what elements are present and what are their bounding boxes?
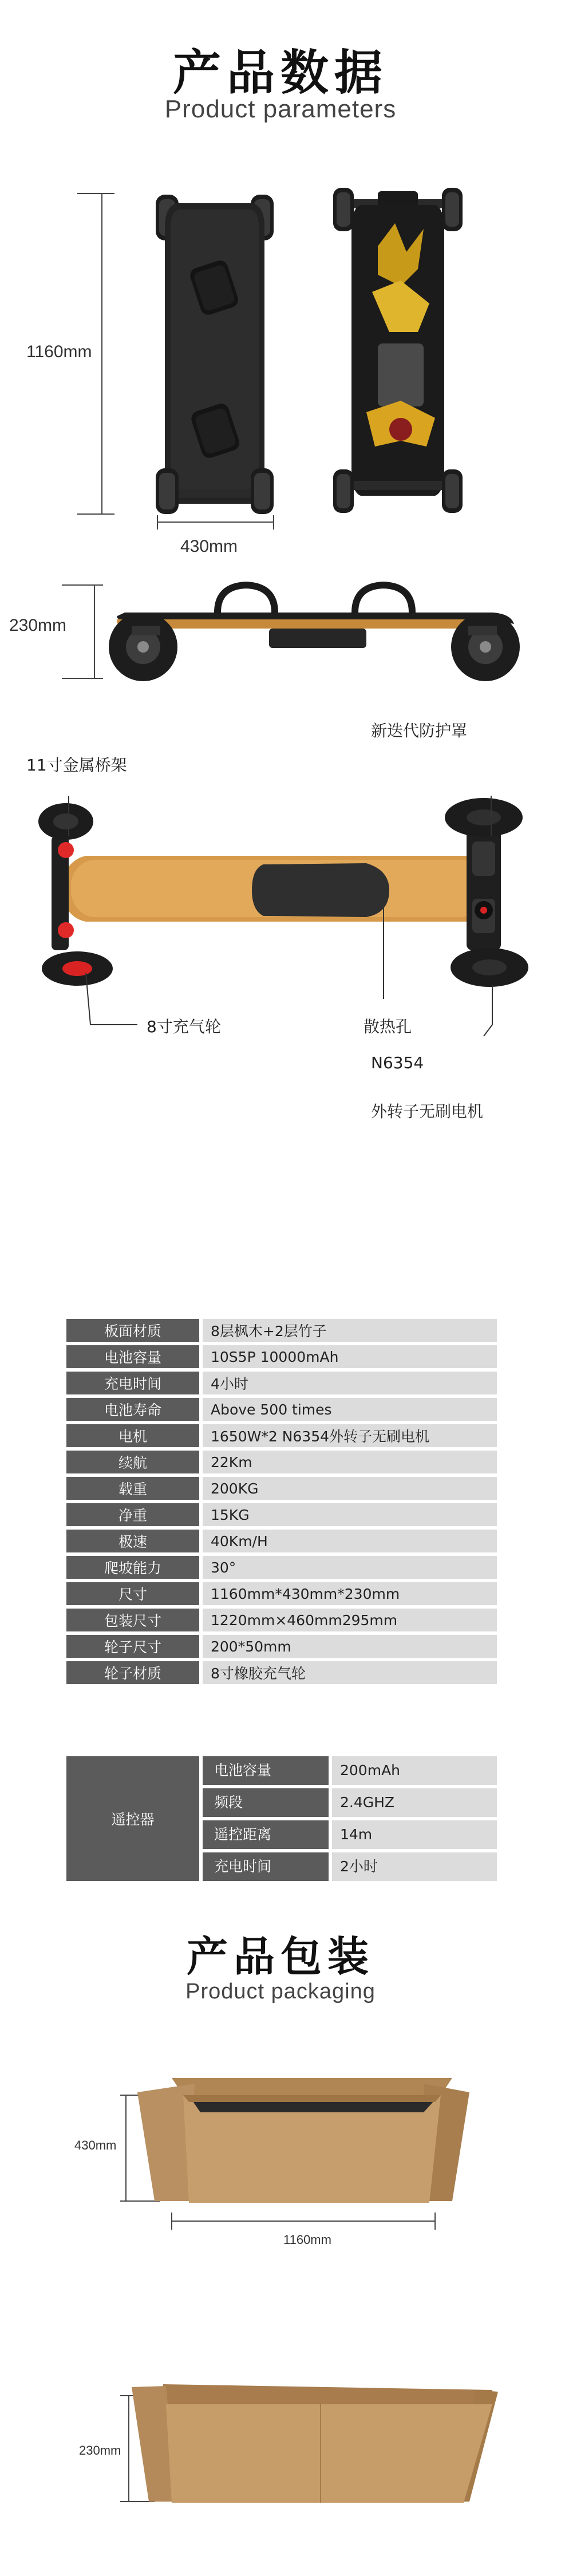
spec-table — [66, 1315, 497, 1688]
spec-value: 200*50mm — [203, 1635, 497, 1658]
spec-row — [66, 1424, 497, 1447]
spec-label: 续航 — [66, 1451, 199, 1473]
spec-value: 15KG — [203, 1503, 497, 1526]
remote-row — [203, 1852, 497, 1881]
board-side-view — [0, 572, 561, 687]
spec-row — [66, 1451, 497, 1473]
spec-label: 极速 — [66, 1530, 199, 1552]
dim-width-label: 430mm — [180, 537, 238, 556]
spec-row — [66, 1319, 497, 1342]
remote-row — [203, 1820, 497, 1849]
spec-row — [66, 1503, 497, 1526]
spec-row — [66, 1372, 497, 1394]
spec-row — [66, 1635, 497, 1658]
spec-row — [66, 1477, 497, 1500]
callout-motor-model: N6354 — [371, 1053, 424, 1072]
spec-label: 轮子尺寸 — [66, 1635, 199, 1658]
spec-row — [66, 1582, 497, 1605]
packaging-box-side-photo — [0, 2364, 561, 2559]
spec-label: 电机 — [66, 1424, 199, 1447]
spec-label: 尺寸 — [66, 1582, 199, 1605]
spec-value: 4小时 — [203, 1372, 497, 1394]
spec-label: 包装尺寸 — [66, 1609, 199, 1631]
callout-heat: 散热孔 — [364, 1017, 412, 1036]
spec-row — [66, 1609, 497, 1631]
params-subtitle: Product parameters — [164, 95, 397, 123]
remote-spec-block — [66, 1756, 497, 1881]
remote-row-value: 2小时 — [332, 1852, 497, 1881]
spec-label: 电池容量 — [66, 1345, 199, 1368]
spec-value: 1650W*2 N6354外转子无刷电机 — [203, 1424, 497, 1447]
remote-row — [203, 1788, 497, 1817]
dim-height-label: 230mm — [9, 616, 67, 635]
spec-label: 板面材质 — [66, 1319, 199, 1342]
board-annotated-bottom-view — [0, 796, 561, 1048]
remote-row-value: 2.4GHZ — [332, 1788, 497, 1817]
spec-value: 30° — [203, 1556, 497, 1579]
spec-label: 载重 — [66, 1477, 199, 1500]
remote-row-key: 充电时间 — [203, 1852, 329, 1881]
spec-row — [66, 1661, 497, 1684]
spec-row — [66, 1530, 497, 1552]
callout-bridge: 11寸金属桥架 — [26, 756, 127, 775]
board-bottom-grip-photo — [156, 195, 274, 514]
spec-label: 净重 — [66, 1503, 199, 1526]
dim-length-label: 1160mm — [26, 342, 92, 361]
spec-value: 8寸橡胶充气轮 — [203, 1661, 497, 1684]
remote-row-value: 14m — [332, 1820, 497, 1849]
spec-label: 电池寿命 — [66, 1398, 199, 1421]
spec-row — [66, 1556, 497, 1579]
board-underside-graphic-photo — [333, 188, 463, 513]
spec-value: 200KG — [203, 1477, 497, 1500]
spec-value: 1220mm×460mm295mm — [203, 1609, 497, 1631]
remote-row-key: 频段 — [203, 1788, 329, 1817]
box-depth-label: 230mm — [79, 2443, 121, 2458]
remote-row-key: 遥控距离 — [203, 1820, 329, 1849]
remote-label: 遥控器 — [66, 1756, 199, 1881]
callout-wheel: 8寸充气轮 — [147, 1017, 221, 1036]
spec-label: 轮子材质 — [66, 1661, 199, 1684]
spec-value: 8层枫木+2层竹子 — [203, 1319, 497, 1342]
remote-row — [203, 1756, 497, 1785]
callout-shield: 新迭代防护罩 — [371, 721, 468, 740]
remote-row-key: 电池容量 — [203, 1756, 329, 1785]
spec-label: 充电时间 — [66, 1372, 199, 1394]
params-title: 产品数据 — [172, 45, 388, 101]
packaging-title: 产品包装 — [186, 1933, 374, 1981]
spec-value: 10S5P 10000mAh — [203, 1345, 497, 1368]
packaging-box-front-photo — [0, 2061, 561, 2255]
spec-value: 1160mm*430mm*230mm — [203, 1582, 497, 1605]
box-length-label: 1160mm — [283, 2233, 331, 2247]
spec-value: 22Km — [203, 1451, 497, 1473]
spec-label: 爬坡能力 — [66, 1556, 199, 1579]
spec-value: Above 500 times — [203, 1398, 497, 1421]
spec-row — [66, 1398, 497, 1421]
callout-motor: 外转子无刷电机 — [371, 1102, 484, 1121]
remote-row-value: 200mAh — [332, 1756, 497, 1785]
box-height-label: 430mm — [74, 2138, 117, 2152]
packaging-subtitle: Product packaging — [185, 1980, 376, 2004]
spec-row — [66, 1345, 497, 1368]
spec-value: 40Km/H — [203, 1530, 497, 1552]
